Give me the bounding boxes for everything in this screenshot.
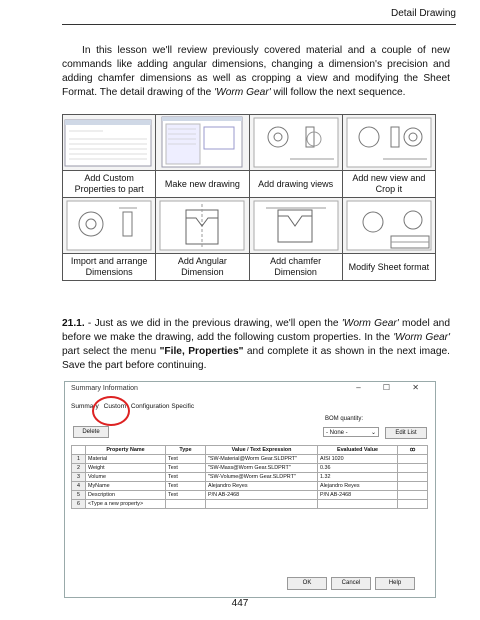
evaluated-value[interactable]: 0.36	[318, 464, 398, 473]
intro-paragraph	[62, 44, 450, 100]
property-type[interactable]: Text	[166, 491, 206, 500]
steps-table	[62, 114, 436, 281]
property-value[interactable]: "SW-Volume@Worm Gear.SLDPRT"	[206, 473, 318, 482]
property-value[interactable]: "SW-Material@Worm Gear.SLDPRT"	[206, 455, 318, 464]
section-text-3: part select the menu	[62, 346, 160, 357]
property-type[interactable]: Text	[166, 464, 206, 473]
tab-configuration-specific[interactable]: Configuration Specific	[130, 403, 195, 410]
row-number: 5	[72, 491, 86, 500]
bom-quantity-select[interactable]	[323, 427, 379, 437]
property-name[interactable]: MyName	[86, 482, 166, 491]
help-button[interactable]: Help	[375, 577, 415, 590]
step-2-caption: Make new drawing	[156, 171, 249, 198]
property-type[interactable]: Text	[166, 482, 206, 491]
step-7-image	[250, 198, 342, 253]
step-2-image	[156, 115, 248, 170]
column-header	[72, 446, 86, 455]
step-4-image	[343, 115, 435, 170]
table-row[interactable]	[72, 500, 428, 509]
property-type[interactable]	[166, 500, 206, 509]
delete-button[interactable]: Delete	[73, 426, 109, 438]
section-italic-2: 'Worm Gear'	[393, 332, 450, 343]
column-header: Type	[166, 446, 206, 455]
row-number: 3	[72, 473, 86, 482]
section-text-1: - Just as we did in the previous drawing, we'll open the	[84, 318, 342, 329]
intro-text-2: will follow the next sequence.	[270, 87, 406, 98]
property-name[interactable]: Material	[86, 455, 166, 464]
step-7-caption: Add chamfer Dimension	[249, 254, 342, 281]
running-header: Detail Drawing	[390, 8, 456, 19]
property-value[interactable]: Alejandro Reyes	[206, 482, 318, 491]
summary-information-dialog	[64, 381, 436, 598]
window-buttons[interactable]: – ☐ ✕	[356, 383, 429, 392]
property-type[interactable]: Text	[166, 473, 206, 482]
evaluated-value[interactable]: AISI 1020	[318, 455, 398, 464]
ok-button[interactable]: OK	[287, 577, 327, 590]
row-number: 1	[72, 455, 86, 464]
property-name[interactable]: <Type a new property>	[86, 500, 166, 509]
evaluated-value[interactable]: P/N AB-2468	[318, 491, 398, 500]
step-5-caption: Import and arrange Dimensions	[63, 254, 156, 281]
step-3-image	[250, 115, 342, 170]
step-6-image	[156, 198, 248, 253]
column-header: Value / Text Expression	[206, 446, 318, 455]
link-cell[interactable]	[398, 491, 428, 500]
section-number: 21.1.	[62, 318, 85, 329]
step-8-caption: Modify Sheet format	[342, 254, 435, 281]
table-row[interactable]	[72, 455, 428, 464]
column-header: Evaluated Value	[318, 446, 398, 455]
link-cell[interactable]	[398, 482, 428, 491]
chevron-down-icon: ⌄	[370, 430, 376, 436]
dialog-title: Summary Information	[71, 385, 138, 392]
section-paragraph	[62, 317, 450, 373]
bom-quantity-label: BOM quantity:	[325, 416, 364, 422]
step-5-image	[63, 198, 155, 253]
properties-header-row	[72, 446, 428, 455]
table-row[interactable]	[72, 473, 428, 482]
row-number: 2	[72, 464, 86, 473]
table-row[interactable]	[72, 482, 428, 491]
intro-italic: 'Worm Gear'	[214, 87, 271, 98]
link-cell[interactable]	[398, 473, 428, 482]
column-header: ꝏ	[398, 446, 428, 455]
step-1-caption: Add Custom Properties to part	[63, 171, 156, 198]
link-cell[interactable]	[398, 464, 428, 473]
step-4-caption: Add new view and Crop it	[342, 171, 435, 198]
tab-summary[interactable]: Summary	[71, 403, 99, 410]
step-1-image	[63, 115, 155, 170]
property-name[interactable]: Volume	[86, 473, 166, 482]
highlight-circle	[92, 396, 130, 426]
section-text-2: model and before we make the drawing, add the following custom properties. In the	[62, 318, 450, 343]
header-rule	[62, 24, 456, 25]
edit-list-button[interactable]: Edit List	[385, 427, 427, 439]
tab-custom[interactable]: Custom	[103, 403, 127, 410]
step-6-caption: Add Angular Dimension	[156, 254, 249, 281]
table-row[interactable]	[72, 491, 428, 500]
section-italic-1: 'Worm Gear'	[341, 318, 399, 329]
step-3-caption: Add drawing views	[249, 171, 342, 198]
evaluated-value[interactable]: Alejandro Reyes	[318, 482, 398, 491]
link-cell[interactable]	[398, 455, 428, 464]
evaluated-value[interactable]	[318, 500, 398, 509]
row-number: 4	[72, 482, 86, 491]
bom-quantity-value: - None -	[326, 430, 348, 436]
property-name[interactable]: Description	[86, 491, 166, 500]
table-row[interactable]	[72, 464, 428, 473]
cancel-button[interactable]: Cancel	[331, 577, 371, 590]
link-cell[interactable]	[398, 500, 428, 509]
row-number: 6	[72, 500, 86, 509]
property-name[interactable]: Weight	[86, 464, 166, 473]
column-header: Property Name	[86, 446, 166, 455]
step-8-image	[343, 198, 435, 253]
intro-text-1: In this lesson we'll review previously covered material and a couple of new commands like adding angular dimensions, changing a dimension's precision and adding chamfer dimensions as well as cropping a view and modifying the Sheet Format. The detail drawing of the	[62, 45, 450, 98]
properties-table	[71, 445, 428, 509]
dialog-tabs	[71, 403, 197, 410]
evaluated-value[interactable]: 1.32	[318, 473, 398, 482]
property-value[interactable]: "SW-Mass@Worm Gear.SLDPRT"	[206, 464, 318, 473]
property-value[interactable]: P/N AB-2468	[206, 491, 318, 500]
page-number: 447	[231, 598, 249, 609]
menu-path: "File, Properties"	[159, 346, 244, 357]
property-value[interactable]	[206, 500, 318, 509]
section-text-4: and complete it as shown in the next image. Save the part before continuing.	[62, 346, 450, 371]
property-type[interactable]: Text	[166, 455, 206, 464]
